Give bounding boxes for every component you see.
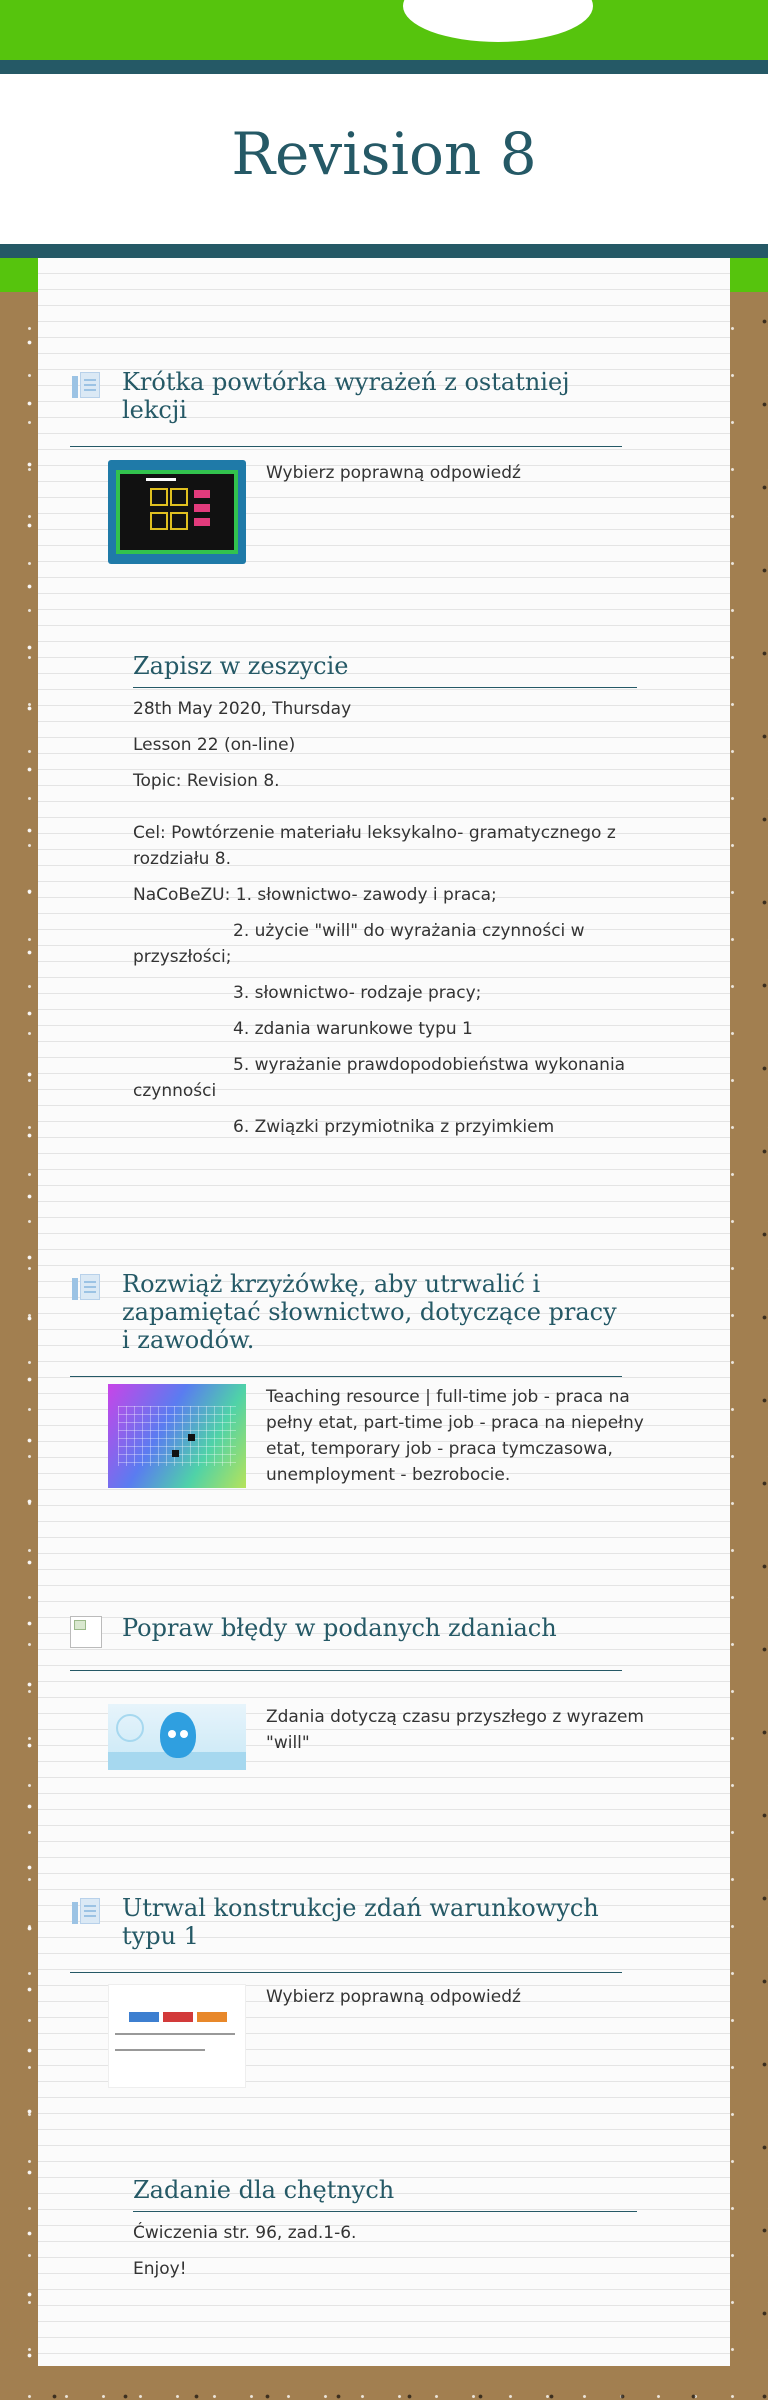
grass-left-decoration: [0, 258, 38, 292]
lesson-topic: Topic: Revision 8.: [133, 771, 280, 791]
resource-description[interactable]: Zdania dotyczą czasu przyszłego z wyrazem "will": [266, 1707, 644, 1753]
header-bar-top: [0, 60, 768, 74]
resource-item-conditionals[interactable]: [108, 1984, 660, 2088]
section-header-conditionals: [70, 1894, 622, 1973]
crossword-thumbnail[interactable]: [108, 1384, 246, 1488]
nacobezu-item-1: NaCoBeZU: 1. słownictwo- zawody i praca;: [133, 885, 497, 905]
extra-task-divider: [133, 2211, 637, 2212]
quiz-game-thumbnail[interactable]: [108, 460, 246, 564]
nacobezu-item-2: 2. użycie "will" do wyrażania czynności w przyszłości;: [133, 921, 585, 967]
lesson-number: Lesson 22 (on-line): [133, 735, 296, 755]
notes-title: Zapisz w zeszycie: [133, 652, 349, 680]
section-title[interactable]: Utrwal konstrukcje zdań warunkowych typu 1: [122, 1894, 599, 1950]
grass-right-decoration: [730, 258, 768, 292]
section-header-fix-errors: [70, 1614, 622, 1671]
conditionals-thumbnail[interactable]: [108, 1984, 246, 2088]
nacobezu-item-4: 4. zdania warunkowe typu 1: [233, 1019, 473, 1039]
lesson-date: 28th May 2020, Thursday: [133, 699, 352, 719]
notes-block: [133, 651, 637, 1150]
section-title[interactable]: Popraw błędy w podanych zdaniach: [122, 1614, 557, 1642]
resource-description[interactable]: Wybierz poprawną odpowiedź: [266, 1987, 521, 2007]
extra-task-block: [133, 2175, 637, 2292]
section-divider: [70, 1376, 622, 1377]
nacobezu-item-3: 3. słownictwo- rodzaje pracy;: [233, 983, 482, 1003]
resource-item-fix-errors[interactable]: [108, 1704, 660, 1770]
page-header: [0, 74, 768, 244]
page-title: Revision 8: [231, 120, 537, 188]
section-title[interactable]: Krótka powtórka wyrażeń z ostatniej lekcji: [122, 368, 570, 424]
section-header-quick-review: [70, 368, 622, 447]
header-bar-bottom: [0, 244, 768, 258]
notes-divider: [133, 687, 637, 688]
section-title[interactable]: Rozwiąż krzyżówkę, aby utrwalić i zapamiętać słownictwo, dotyczące pracy i zawodów.: [122, 1270, 617, 1354]
resource-description[interactable]: Teaching resource | full-time job - praca na pełny etat, part-time job - praca na niepełny etat, temporary job - praca tymczasowa, unemployment - bezrobocie.: [266, 1387, 644, 1485]
extra-task-title: Zadanie dla chętnych: [133, 2176, 395, 2204]
section-divider: [70, 1972, 622, 1973]
resource-item-quiz[interactable]: [108, 460, 660, 564]
section-divider: [70, 1670, 622, 1671]
extra-task-exercise: Ćwiczenia str. 96, zad.1-6.: [133, 2223, 357, 2243]
extra-task-closing: Enjoy!: [133, 2259, 187, 2279]
resource-item-crossword[interactable]: [108, 1384, 660, 1488]
document-icon: [70, 1896, 102, 1926]
lesson-goal: Cel: Powtórzenie materiału leksykalno- gramatycznego z rozdziału 8.: [133, 823, 616, 869]
broken-image-icon: [70, 1616, 102, 1648]
document-icon: [70, 1272, 102, 1302]
section-divider: [70, 446, 622, 447]
top-grass-band: [0, 0, 768, 60]
document-icon: [70, 370, 102, 400]
character-thumbnail[interactable]: [108, 1704, 246, 1770]
resource-description[interactable]: Wybierz poprawną odpowiedź: [266, 463, 521, 483]
section-header-crossword: [70, 1270, 622, 1377]
nacobezu-item-6: 6. Związki przymiotnika z przyimkiem: [233, 1117, 555, 1137]
nacobezu-item-5: 5. wyrażanie prawdopodobieństwa wykonania czynności: [133, 1055, 626, 1101]
